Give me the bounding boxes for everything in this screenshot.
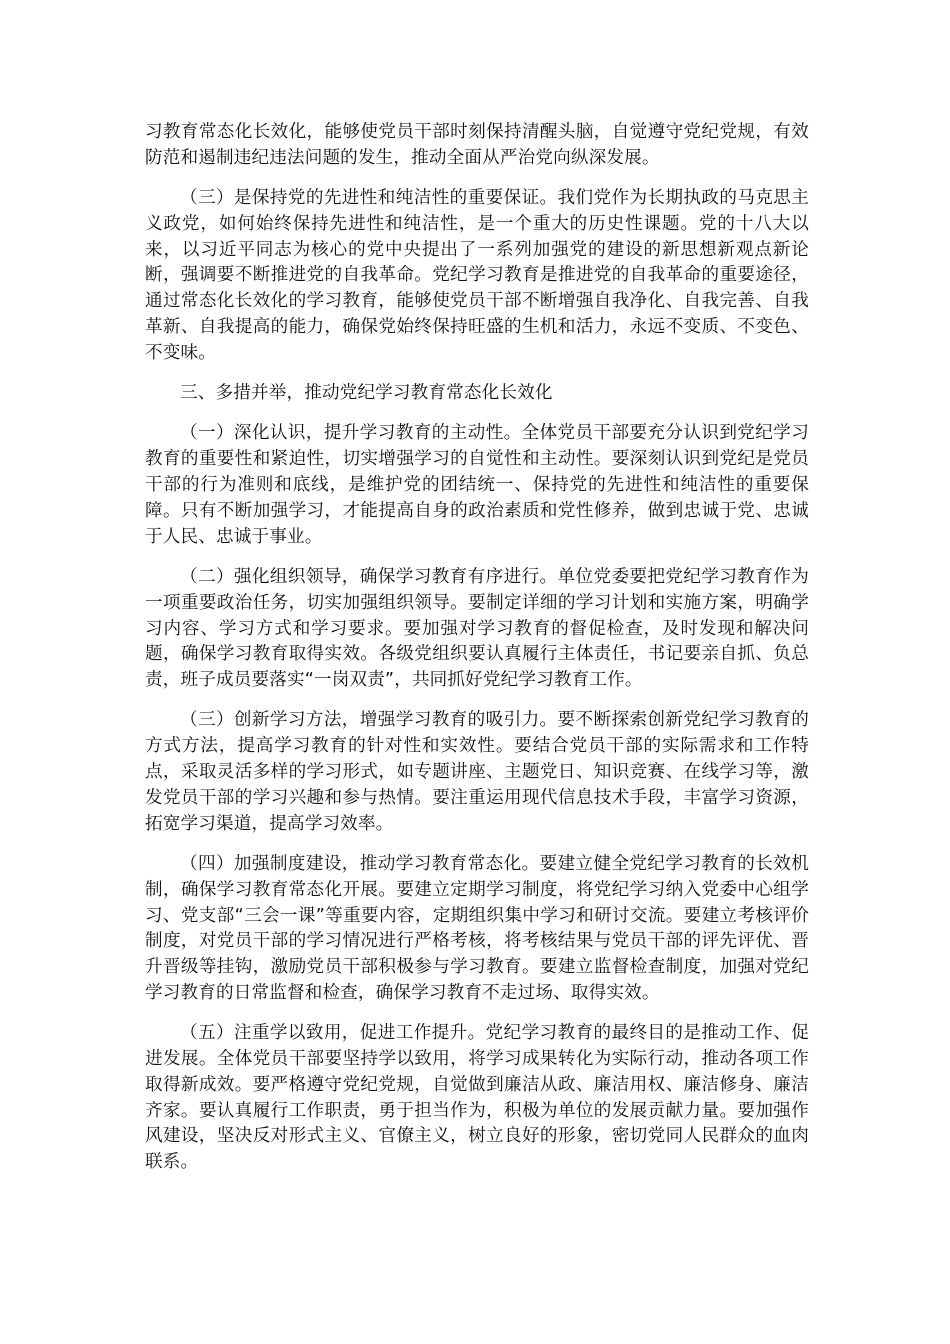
paragraph-strengthen-leadership: （二）强化组织领导，确保学习教育有序进行。单位党委要把党纪学习教育作为一项重要政治任务，切实加强组织领导。要制定详细的学习计划和实施方案，明确学习内容、学习方式和学习要求。要加强对学习教育的督促检查，及时发现和解决问题，确保学习教育取得实效。各级党组织要认真履行主体责任，书记要亲自抓、负总责，班子成员要落实“一岗双责”，共同抓好党纪学习教育工作。 [145, 566, 809, 691]
paragraph-deepen-understanding: （一）深化认识，提升学习教育的主动性。全体党员干部要充分认识到党纪学习教育的重要性和紧迫性，切实增强学习的自觉性和主动性。要深刻认识到党纪是党员干部的行为准则和底线，是维护党的团结统一、保持党的先进性和纯洁性的重要保障。只有不断加强学习，才能提高自身的政治素质和党性修养，做到忠诚于党、忠诚于人民、忠诚于事业。 [145, 423, 809, 547]
section-heading-3: 三、多措并举，推动党纪学习教育常态化长效化 [180, 383, 553, 404]
paragraph-apply-learning: （五）注重学以致用，促进工作提升。党纪学习教育的最终目的是推动工作、促进发展。全体党员干部要坚持学以致用，将学习成果转化为实际行动，推动各项工作取得新成效。要严格遵守党纪党规，自觉做到廉洁从政、廉洁用权、廉洁修身、廉洁齐家。要认真履行工作职责，勇于担当作为，积极为单位的发展贡献力量。要加强作风建设，坚决反对形式主义、官僚主义，树立良好的形象，密切党同人民群众的血肉联系。 [145, 1023, 809, 1173]
paragraph-innovate-methods: （三）创新学习方法，增强学习教育的吸引力。要不断探索创新党纪学习教育的方式方法，提高学习教育的针对性和实效性。要结合党员干部的实际需求和工作特点，采取灵活多样的学习形式，如专题讲座、主题党日、知识竞赛、在线学习等，激发党员干部的学习兴趣和参与热情。要注重运用现代信息技术手段，丰富学习资源，拓宽学习渠道，提高学习效率。 [145, 710, 809, 834]
paragraph-system-building: （四）加强制度建设，推动学习教育常态化。要建立健全党纪学习教育的长效机制，确保学习教育常态化开展。要建立定期学习制度，将党纪学习纳入党委中心组学习、党支部“三会一课”等重要内容，定期组织集中学习和研讨交流。要建立考核评价制度，对党员干部的学习情况进行严格考核，将考核结果与党员干部的评先评优、晋升晋级等挂钩，激励党员干部积极参与学习教育。要建立监督检查制度，加强对党纪学习教育的日常监督和检查，确保学习教育不走过场、取得实效。 [145, 853, 809, 1003]
paragraph-guarantee-purity: （三）是保持党的先进性和纯洁性的重要保证。我们党作为长期执政的马克思主义政党，如何始终保持先进性和纯洁性，是一个重大的历史性课题。党的十八大以来，以习近平同志为核心的党中央提出了一系列加强党的建设的新思想新观点新论断，强调要不断推进党的自我革命。党纪学习教育是推进党的自我革命的重要途径，通过常态化长效化的学习教育，能够使党员干部不断增强自我净化、自我完善、自我革新、自我提高的能力，确保党始终保持旺盛的生机和活力，永远不变质、不变色、不变味。 [145, 188, 809, 363]
document-page [145, 120, 809, 1190]
paragraph-continuation: 习教育常态化长效化，能够使党员干部时刻保持清醒头脑，自觉遵守党纪党规，有效防范和遏制违纪违法问题的发生，推动全面从严治党向纵深发展。 [145, 122, 809, 168]
